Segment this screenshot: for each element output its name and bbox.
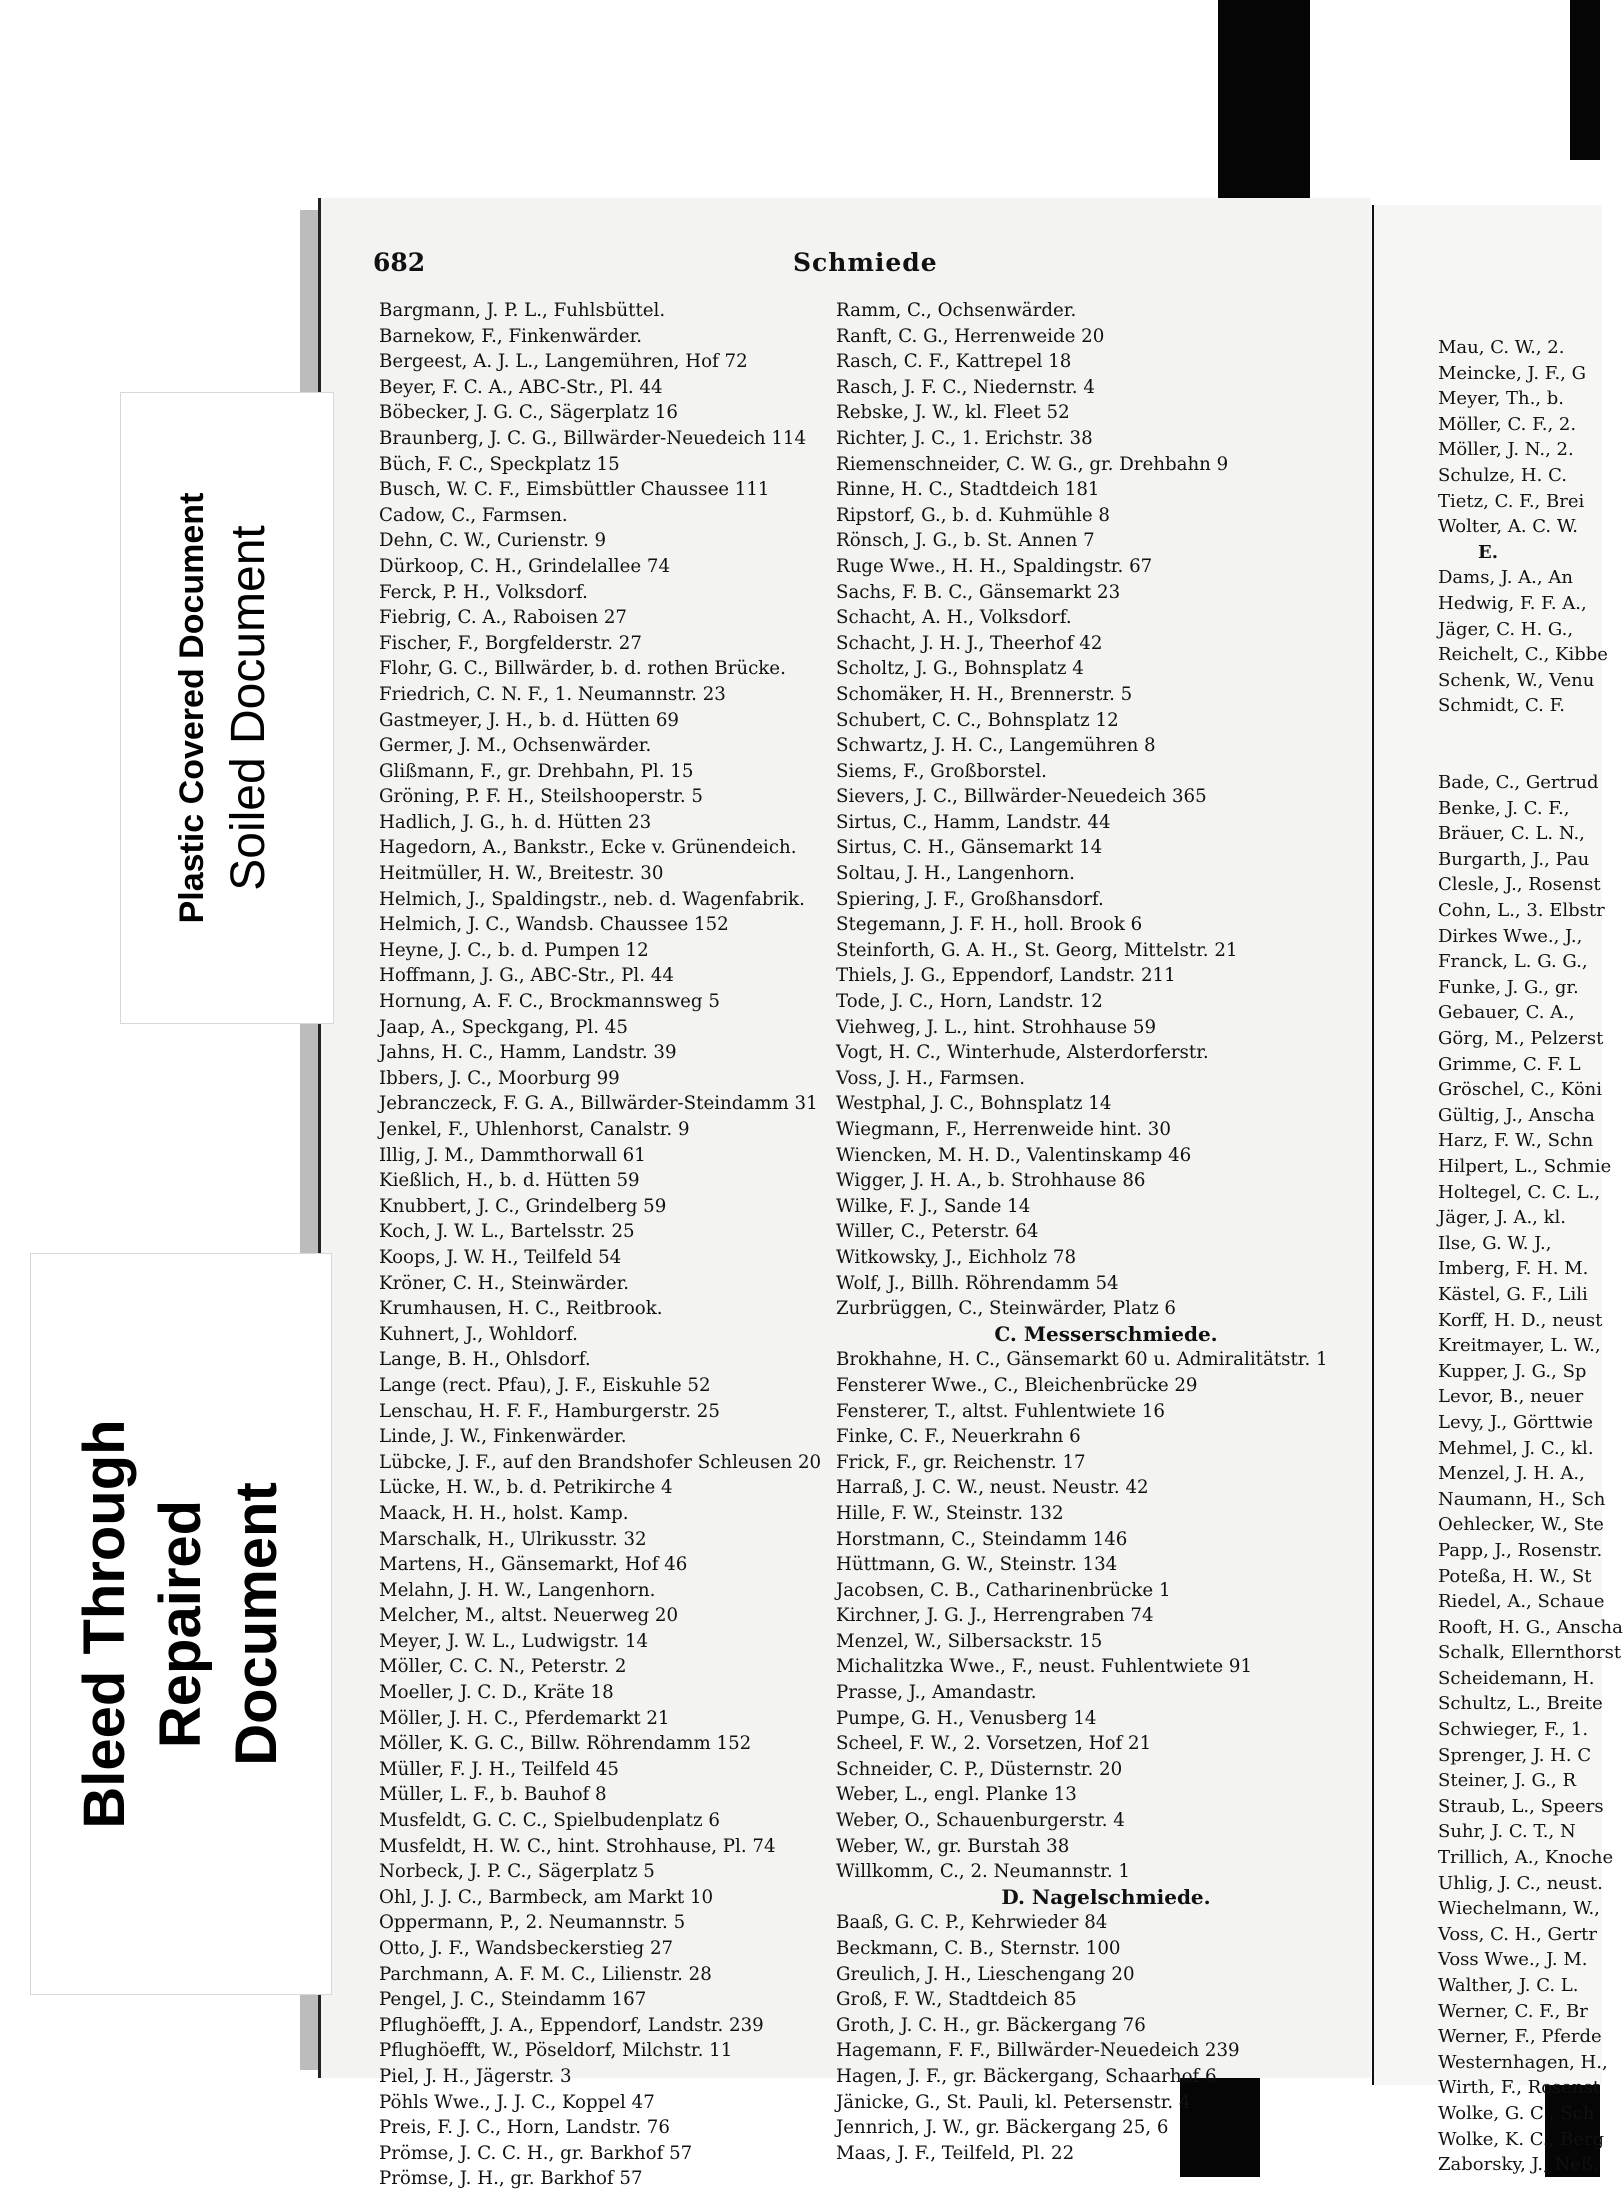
directory-entry: Jennrich, J. W., gr. Bäckergang 25, 6 — [836, 2117, 1169, 2139]
directory-entry: Siems, F., Großborstel. — [836, 760, 1047, 782]
directory-entry: Germer, J. M., Ochsenwärder. — [379, 735, 652, 757]
right-page-column — [1438, 335, 1623, 2178]
directory-entry: Schacht, A. H., Volksdorf. — [836, 607, 1072, 629]
left-page — [318, 198, 1371, 2190]
directory-entry: Zaborsky, J., Neß, — [1438, 2154, 1599, 2176]
directory-entry: Schwieger, F., 1. — [1438, 1719, 1589, 1741]
directory-entry: Scheel, F. W., 2. Vorsetzen, Hof 21 — [836, 1733, 1152, 1755]
directory-entry: Kupper, J. G., Sp — [1438, 1360, 1587, 1382]
directory-entry: Marschalk, H., Ulrikusstr. 32 — [379, 1528, 647, 1550]
directory-entry: Parchmann, A. F. M. C., Lilienstr. 28 — [379, 1963, 712, 1985]
directory-entry: Oppermann, P., 2. Neumannstr. 5 — [379, 1912, 686, 1934]
directory-entry: Kästel, G. F., Lili — [1438, 1283, 1588, 1305]
directory-entry: Ilse, G. W. J., — [1438, 1232, 1552, 1254]
directory-entry: Pumpe, G. H., Venusberg 14 — [836, 1707, 1097, 1729]
directory-entry: Dehn, C. W., Curienstr. 9 — [379, 530, 607, 552]
directory-entry: Bräuer, C. L. N., — [1438, 823, 1585, 845]
directory-entry: Clesle, J., Rosenst — [1438, 874, 1601, 896]
directory-entry: Horstmann, C., Steindamm 146 — [836, 1528, 1128, 1550]
directory-entry: Prömse, J. H., gr. Barkhof 57 — [379, 2168, 643, 2190]
directory-entry: Hedwig, F. F. A., — [1438, 592, 1587, 614]
directory-entry: Steiner, J. G., R — [1438, 1770, 1577, 1792]
directory-entry: Preis, F. J. C., Horn, Landstr. 76 — [379, 2117, 670, 2139]
directory-entry: Schenk, W., Venu — [1438, 669, 1595, 691]
directory-entry: Bergeest, A. J. L., Langemühren, Hof 72 — [379, 351, 748, 373]
label-2-text — [67, 1264, 295, 1984]
page-header — [373, 248, 1353, 282]
directory-entry: Kießlich, H., b. d. Hütten 59 — [379, 1170, 640, 1192]
directory-entry: Helmich, J., Spaldingstr., neb. d. Wagenfabrik. — [379, 888, 805, 910]
directory-entry: Levor, B., neuer — [1438, 1386, 1584, 1408]
directory-entry: Weber, O., Schauenburgerstr. 4 — [836, 1810, 1125, 1832]
directory-entry: Trillich, A., Knoche — [1438, 1847, 1614, 1869]
directory-entry: Suhr, J. C. T., N — [1438, 1821, 1576, 1843]
directory-entry: Knubbert, J. C., Grindelberg 59 — [379, 1195, 667, 1217]
directory-entry: Prömse, J. C. C. H., gr. Barkhof 57 — [379, 2142, 693, 2164]
directory-entry: Viehweg, J. L., hint. Strohhause 59 — [836, 1016, 1157, 1038]
directory-entry: Menzel, W., Silbersackstr. 15 — [836, 1630, 1103, 1652]
directory-entry: Jäger, J. A., kl. — [1438, 1207, 1567, 1229]
directory-entry: Fensterer Wwe., C., Bleichenbrücke 29 — [836, 1374, 1198, 1396]
directory-entry: Spiering, J. F., Großhansdorf. — [836, 888, 1104, 910]
directory-entry: Ohl, J. J. C., Barmbeck, am Markt 10 — [379, 1886, 714, 1908]
directory-entry: Zurbrüggen, C., Steinwärder, Platz 6 — [836, 1298, 1177, 1320]
directory-entry: Wolke, K. C., Berg — [1438, 2128, 1605, 2150]
directory-entry: Oehlecker, W., Ste — [1438, 1514, 1604, 1536]
directory-entry: Menzel, J. H. A., — [1438, 1463, 1585, 1485]
directory-entry: Wigger, J. H. A., b. Strohhause 86 — [836, 1170, 1146, 1192]
directory-entry: Gröning, P. F. H., Steilshooperstr. 5 — [379, 786, 703, 808]
directory-entry: Schalk, Ellernthorst — [1438, 1642, 1622, 1664]
directory-entry — [1438, 745, 1623, 771]
bleed-through-text: Bleed Through — [72, 1419, 137, 1829]
directory-entry: Weber, L., engl. Planke 13 — [836, 1784, 1077, 1806]
directory-entry: Dams, J. A., An — [1438, 567, 1573, 589]
directory-entry: Ramm, C., Ochsenwärder. — [836, 300, 1077, 321]
directory-entry: Jacobsen, C. B., Catharinenbrücke 1 — [836, 1579, 1171, 1601]
directory-entry: Gültig, J., Anscha — [1438, 1104, 1595, 1126]
directory-entry: Uhlig, J. C., neust. — [1438, 1872, 1603, 1894]
directory-entry: Pengel, J. C., Steindamm 167 — [379, 1989, 647, 2011]
plastic-covered-text: Plastic Covered Document — [173, 492, 211, 924]
directory-entry: Melahn, J. H. W., Langenhorn. — [379, 1579, 656, 1601]
directory-entry: Lange (rect. Pfau), J. F., Eiskuhle 52 — [379, 1374, 711, 1396]
directory-entry: Mehmel, J. C., kl. — [1438, 1437, 1594, 1459]
directory-entry: Voss, J. H., Farmsen. — [836, 1067, 1026, 1089]
directory-entry: Holtegel, C. C. L., — [1438, 1181, 1601, 1203]
directory-entry: Soltau, J. H., Langenhorn. — [836, 863, 1075, 885]
directory-entry: Böbecker, J. G. C., Sägerplatz 16 — [379, 402, 678, 424]
directory-entry: Prasse, J., Amandastr. — [836, 1682, 1037, 1704]
directory-entry: Richter, J. C., 1. Erichstr. 38 — [836, 427, 1093, 449]
directory-entry: Maack, H. H., holst. Kamp. — [379, 1502, 629, 1524]
directory-entry: Lange, B. H., Ohlsdorf. — [379, 1349, 591, 1371]
directory-entry: Willer, C., Peterstr. 64 — [836, 1221, 1039, 1243]
directory-entry: Beckmann, C. B., Sternstr. 100 — [836, 1938, 1121, 1959]
page-number: 682 — [373, 248, 426, 277]
directory-entry: Musfeldt, H. W. C., hint. Strohhause, Pl. 74 — [379, 1835, 776, 1857]
directory-entry: Levy, J., Görttwie — [1438, 1411, 1594, 1433]
directory-entry: Meyer, J. W. L., Ludwigstr. 14 — [379, 1630, 649, 1652]
directory-entry: Koops, J. W. H., Teilfeld 54 — [379, 1246, 622, 1268]
directory-entry: Moeller, J. C. D., Kräte 18 — [379, 1682, 614, 1704]
directory-entry: Wolke, G. C., Sch — [1438, 2102, 1595, 2124]
directory-entry: Groth, J. C. H., gr. Bäckergang 76 — [836, 2014, 1146, 2036]
directory-entry: Frick, F., gr. Reichenstr. 17 — [836, 1451, 1086, 1473]
directory-entry: Korff, H. D., neust — [1438, 1309, 1603, 1331]
directory-entry: Harraß, J. C. W., neust. Neustr. 42 — [836, 1477, 1149, 1499]
directory-entry: Illig, J. M., Dammthorwall 61 — [379, 1144, 646, 1166]
directory-entry: Imberg, F. H. M. — [1438, 1258, 1589, 1280]
directory-entry: Thiels, J. G., Eppendorf, Landstr. 211 — [836, 965, 1176, 987]
directory-entry: Schneider, C. P., Düsternstr. 20 — [836, 1758, 1123, 1780]
directory-entry: Jenkel, F., Uhlenhorst, Canalstr. 9 — [379, 1119, 690, 1140]
directory-entry: Franck, L. G. G., — [1438, 951, 1588, 973]
page-title: Schmiede — [793, 248, 938, 277]
directory-entry: Möller, J. N., 2. — [1438, 439, 1574, 461]
directory-entry: Schwartz, J. H. C., Langemühren 8 — [836, 735, 1156, 757]
directory-entry: Wilke, F. J., Sande 14 — [836, 1195, 1031, 1217]
directory-entry: Müller, L. F., b. Bauhof 8 — [379, 1784, 607, 1806]
directory-entry: Fiebrig, C. A., Raboisen 27 — [379, 607, 627, 629]
directory-entry: Möller, C. C. N., Peterstr. 2 — [379, 1656, 627, 1678]
repaired-text: Repaired — [148, 1499, 213, 1749]
directory-entry: Hilpert, L., Schmie — [1438, 1156, 1612, 1177]
directory-entry: Schmidt, C. F. — [1438, 695, 1566, 717]
directory-entry: Meyer, Th., b. — [1438, 388, 1564, 410]
directory-entry: Jaap, A., Speckgang, Pl. 45 — [379, 1016, 628, 1038]
directory-entry: Brokhahne, H. C., Gänsemarkt 60 u. Admiralitätstr. 1 — [836, 1349, 1328, 1371]
directory-entry: Reichelt, C., Kibbe — [1438, 644, 1608, 666]
directory-entry: Büch, F. C., Speckplatz 15 — [379, 453, 620, 475]
directory-entry: Hille, F. W., Steinstr. 132 — [836, 1502, 1064, 1524]
directory-entry: Bade, C., Gertrud — [1438, 772, 1599, 794]
directory-entry: Willkomm, C., 2. Neumannstr. 1 — [836, 1861, 1130, 1883]
directory-entry: Witkowsky, J., Eichholz 78 — [836, 1246, 1077, 1268]
directory-entry: Wiegmann, F., Herrenweide hint. 30 — [836, 1119, 1171, 1140]
directory-entry: Riemenschneider, C. W. G., gr. Drehbahn 9 — [836, 453, 1229, 475]
directory-entry: Weber, W., gr. Burstah 38 — [836, 1835, 1070, 1857]
scan-bar-top — [1218, 0, 1310, 200]
directory-entry: Pflughöefft, J. A., Eppendorf, Landstr. 239 — [379, 2014, 764, 2036]
directory-entry: Koch, J. W. L., Bartelsstr. 25 — [379, 1221, 635, 1243]
directory-entry: Pöhls Wwe., J. J. C., Koppel 47 — [379, 2091, 655, 2113]
directory-entry: Gastmeyer, J. H., b. d. Hütten 69 — [379, 709, 679, 731]
directory-entry: Pflughöefft, W., Pöseldorf, Milchstr. 11 — [379, 2040, 733, 2062]
directory-entry: Harz, F. W., Schn — [1438, 1130, 1594, 1152]
directory-entry: Lücke, H. W., b. d. Petrikirche 4 — [379, 1477, 673, 1499]
directory-entry: Schulze, H. C. — [1438, 464, 1567, 486]
directory-entry: Grimme, C. F. L — [1438, 1053, 1581, 1075]
directory-entry: Sirtus, C. H., Gänsemarkt 14 — [836, 837, 1103, 859]
directory-entry: Schubert, C. C., Bohnsplatz 12 — [836, 709, 1119, 731]
directory-entry: Ranft, C. G., Herrenweide 20 — [836, 325, 1105, 347]
directory-entry: Ruge Wwe., H. H., Spaldingstr. 67 — [836, 555, 1153, 577]
directory-entry: Norbeck, J. P. C., Sägerplatz 5 — [379, 1861, 655, 1883]
directory-entry: Busch, W. C. F., Eimsbüttler Chaussee 111 — [379, 479, 770, 501]
directory-entry: Rooft, H. G., Anscha — [1438, 1616, 1623, 1638]
directory-entry: Benke, J. C. F., — [1438, 797, 1570, 819]
directory-entry: Straub, L., Speers — [1438, 1795, 1604, 1817]
soiled-text: Soiled Document — [222, 525, 275, 891]
directory-entry: Martens, H., Gänsemarkt, Hof 46 — [379, 1554, 688, 1576]
directory-entry: Rönsch, J. G., b. St. Annen 7 — [836, 530, 1095, 552]
directory-entry: Funke, J. G., gr. — [1438, 976, 1579, 998]
directory-entry: Cadow, C., Farmsen. — [379, 504, 568, 526]
directory-entry: Jänicke, G., St. Pauli, kl. Petersenstr. 4 — [836, 2091, 1191, 2113]
directory-entry: Walther, J. C. L. — [1438, 1975, 1579, 1996]
directory-entry: Wolf, J., Billh. Röhrendamm 54 — [836, 1272, 1119, 1294]
directory-entry: Glißmann, F., gr. Drehbahn, Pl. 15 — [379, 760, 694, 782]
directory-entry: Möller, K. G. C., Billw. Röhrendamm 152 — [379, 1733, 752, 1755]
directory-entry: Voss Wwe., J. M. — [1438, 1949, 1588, 1971]
directory-entry: Stegemann, J. F. H., holl. Brook 6 — [836, 914, 1143, 936]
directory-entry: Barnekow, F., Finkenwärder. — [379, 325, 643, 347]
directory-entry: Baaß, G. C. P., Kehrwieder 84 — [836, 1912, 1108, 1934]
directory-entry: Voss, C. H., Gertr — [1438, 1923, 1598, 1945]
section-heading: E. — [1478, 541, 1498, 563]
directory-entry: Melcher, M., altst. Neuerweg 20 — [379, 1605, 679, 1627]
directory-entry: Wolter, A. C. W. — [1438, 516, 1578, 538]
directory-entry: Piel, J. H., Jägerstr. 3 — [379, 2065, 572, 2087]
directory-column-2 — [836, 298, 1376, 2166]
directory-entry: Hoffmann, J. G., ABC-Str., Pl. 44 — [379, 965, 674, 987]
directory-entry: Mau, C. W., 2. — [1438, 337, 1565, 358]
directory-entry: Vogt, H. C., Winterhude, Alsterdorferstr. — [836, 1042, 1209, 1064]
directory-entry: Westphal, J. C., Bohnsplatz 14 — [836, 1093, 1112, 1115]
directory-entry: Steinforth, G. A. H., St. Georg, Mittelstr. 21 — [836, 939, 1238, 961]
directory-entry: Schacht, J. H. J., Theerhof 42 — [836, 632, 1103, 654]
directory-entry: Maas, J. F., Teilfeld, Pl. 22 — [836, 2142, 1075, 2164]
directory-entry: Hadlich, J. G., h. d. Hütten 23 — [379, 811, 652, 833]
directory-entry: Ibbers, J. C., Moorburg 99 — [379, 1067, 620, 1089]
directory-entry: Dürkoop, C. H., Grindelallee 74 — [379, 555, 671, 577]
directory-entry: Hagemann, F. F., Billwärder-Neuedeich 239 — [836, 2040, 1240, 2062]
directory-entry: Finke, C. F., Neuerkrahn 6 — [836, 1426, 1081, 1448]
directory-entry: Hagen, J. F., gr. Bäckergang, Schaarhof 6 — [836, 2065, 1217, 2087]
directory-entry: Gröschel, C., Köni — [1438, 1079, 1603, 1101]
condition-label-2 — [30, 1253, 332, 1995]
directory-entry: Jahns, H. C., Hamm, Landstr. 39 — [379, 1042, 677, 1064]
directory-entry: Heitmüller, H. W., Breitestr. 30 — [379, 863, 664, 885]
directory-entry: Bargmann, J. P. L., Fuhlsbüttel. — [379, 300, 666, 321]
directory-entry: Wirth, F., Rosenst — [1438, 2077, 1601, 2099]
section-heading: D. Nagelschmiede. — [1001, 1884, 1211, 1909]
directory-entry: Helmich, J. C., Wandsb. Chaussee 152 — [379, 914, 729, 936]
directory-entry: Burgarth, J., Pau — [1438, 848, 1590, 870]
directory-entry: Braunberg, J. C. G., Billwärder-Neuedeich 114 — [379, 427, 807, 449]
directory-entry: Krumhausen, H. C., Reitbrook. — [379, 1298, 663, 1320]
directory-entry: Otto, J. F., Wandsbeckerstieg 27 — [379, 1938, 674, 1959]
directory-entry: Papp, J., Rosenstr. — [1438, 1539, 1603, 1561]
directory-entry: Werner, F., Pferde — [1438, 2026, 1602, 2048]
directory-entry: Lenschau, H. F. F., Hamburgerstr. 25 — [379, 1400, 720, 1422]
directory-entry: Möller, C. F., 2. — [1438, 413, 1577, 435]
directory-entry: Kirchner, J. G. J., Herrengraben 74 — [836, 1605, 1154, 1627]
directory-entry: Sachs, F. B. C., Gänsemarkt 23 — [836, 581, 1121, 603]
directory-entry: Gebauer, C. A., — [1438, 1002, 1575, 1024]
directory-entry: Scholtz, J. G., Bohnsplatz 4 — [836, 658, 1084, 680]
directory-entry: Dirkes Wwe., J., — [1438, 925, 1583, 947]
directory-entry: Linde, J. W., Finkenwärder. — [379, 1426, 627, 1448]
directory-entry: Friedrich, C. N. F., 1. Neumannstr. 23 — [379, 683, 726, 705]
directory-entry: Cohn, L., 3. Elbstr — [1438, 900, 1605, 922]
directory-entry: Michalitzka Wwe., F., neust. Fuhlentwiete 91 — [836, 1656, 1253, 1678]
scan-bar-top-right — [1570, 0, 1600, 160]
document-text: Document — [224, 1482, 289, 1766]
directory-entry: Greulich, J. H., Lieschengang 20 — [836, 1963, 1135, 1985]
directory-entry: Sirtus, C., Hamm, Landstr. 44 — [836, 811, 1111, 833]
directory-entry: Tietz, C. F., Brei — [1438, 490, 1585, 512]
directory-entry: Westernhagen, H., — [1438, 2051, 1608, 2073]
directory-entry: Musfeldt, G. C. C., Spielbudenplatz 6 — [379, 1810, 720, 1832]
condition-label-1 — [120, 392, 334, 1024]
label-1-text — [170, 408, 284, 1008]
directory-entry: Sprenger, J. H. C — [1438, 1744, 1592, 1766]
directory-entry: Groß, F. W., Stadtdeich 85 — [836, 1989, 1077, 2011]
directory-entry: Möller, J. H. C., Pferdemarkt 21 — [379, 1707, 670, 1729]
directory-entry: Rasch, J. F. C., Niedernstr. 4 — [836, 376, 1095, 398]
directory-entry: Hüttmann, G. W., Steinstr. 134 — [836, 1554, 1118, 1576]
directory-entry: Sievers, J. C., Billwärder-Neuedeich 365 — [836, 786, 1207, 808]
directory-entry: Naumann, H., Sch — [1438, 1488, 1606, 1510]
directory-entry: Hornung, A. F. C., Brockmannsweg 5 — [379, 991, 720, 1013]
directory-entry: Kröner, C. H., Steinwärder. — [379, 1272, 630, 1294]
directory-entry: Schomäker, H. H., Brennerstr. 5 — [836, 683, 1133, 705]
directory-entry: Werner, C. F., Br — [1438, 2000, 1588, 2022]
directory-entry: Ferck, P. H., Volksdorf. — [379, 581, 588, 603]
directory-entry: Scheidemann, H. — [1438, 1667, 1595, 1689]
directory-entry: Kuhnert, J., Wohldorf. — [379, 1323, 578, 1345]
section-heading: C. Messerschmiede. — [994, 1321, 1218, 1346]
directory-entry: Riedel, A., Schaue — [1438, 1591, 1605, 1613]
directory-entry: Wiencken, M. H. D., Valentinskamp 46 — [836, 1144, 1192, 1166]
right-page-fragment — [1372, 205, 1623, 2176]
directory-entry: Meincke, J. F., G — [1438, 362, 1587, 384]
directory-entry: Rinne, H. C., Stadtdeich 181 — [836, 479, 1100, 501]
directory-entry: Schultz, L., Breite — [1438, 1693, 1603, 1715]
directory-entry: Lübcke, J. F., auf den Brandshofer Schleusen 20 — [379, 1451, 822, 1473]
directory-entry: Müller, F. J. H., Teilfeld 45 — [379, 1758, 619, 1780]
directory-entry: Jäger, C. H. G., — [1438, 618, 1574, 640]
directory-entry: Fischer, F., Borgfelderstr. 27 — [379, 632, 642, 654]
directory-entry: Rasch, C. F., Kattrepel 18 — [836, 351, 1072, 373]
directory-entry: Beyer, F. C. A., ABC-Str., Pl. 44 — [379, 376, 663, 398]
directory-entry: Flohr, G. C., Billwärder, b. d. rothen Brücke. — [379, 658, 786, 680]
directory-entry: Heyne, J. C., b. d. Pumpen 12 — [379, 939, 649, 961]
directory-entry: Fensterer, T., altst. Fuhlentwiete 16 — [836, 1400, 1165, 1422]
directory-entry: Tode, J. C., Horn, Landstr. 12 — [836, 991, 1103, 1013]
directory-entry: Kreitmayer, L. W., — [1438, 1335, 1601, 1357]
directory-entry: Görg, M., Pelzerst — [1438, 1028, 1604, 1050]
directory-entry: Wiechelmann, W., — [1438, 1898, 1600, 1920]
directory-entry: Ripstorf, G., b. d. Kuhmühle 8 — [836, 504, 1110, 526]
directory-entry: Hagedorn, A., Bankstr., Ecke v. Grünendeich. — [379, 837, 797, 859]
directory-entry — [1438, 719, 1623, 745]
directory-entry: Poteßa, H. W., St — [1438, 1565, 1592, 1587]
directory-entry: Rebske, J. W., kl. Fleet 52 — [836, 402, 1070, 424]
directory-entry: Jebranczeck, F. G. A., Billwärder-Steindamm 31 — [379, 1093, 818, 1115]
